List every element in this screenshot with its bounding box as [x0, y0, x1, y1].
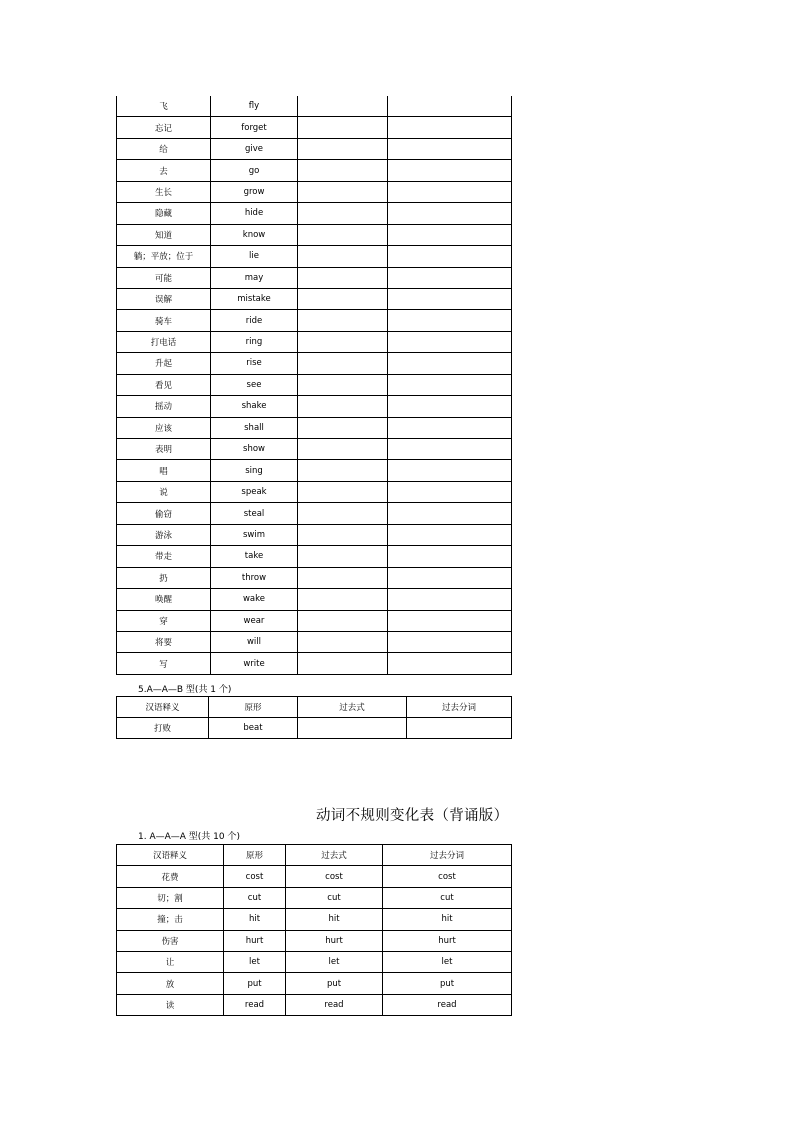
cell-base: show [211, 439, 298, 460]
cell-past-participle [388, 460, 512, 481]
cell-base: let [224, 951, 286, 972]
table-row [117, 567, 512, 588]
section-1-caption: 1. A—A—A 型(共 10 个) [138, 832, 240, 842]
cell-base: hide [211, 203, 298, 224]
cell-meaning: 偷窃 [117, 503, 211, 524]
table-row [117, 310, 512, 331]
cell-base: shall [211, 417, 298, 438]
table-row [117, 417, 512, 438]
table-row [117, 951, 512, 972]
header-meaning: 汉语释义 [117, 845, 224, 866]
cell-meaning: 知道 [117, 224, 211, 245]
cell-base: beat [209, 718, 298, 739]
header-base: 原形 [209, 697, 298, 718]
cell-base: take [211, 546, 298, 567]
table-row [117, 353, 512, 374]
verb-table-aaa [116, 844, 512, 1016]
header-meaning: 汉语释义 [117, 697, 209, 718]
cell-past-participle [388, 246, 512, 267]
cell-meaning: 忘记 [117, 117, 211, 138]
table-row [117, 96, 512, 117]
cell-past [298, 96, 388, 117]
document-title: 动词不规则变化表（背诵版） [316, 808, 509, 824]
cell-meaning: 升起 [117, 353, 211, 374]
cell-meaning: 穿 [117, 610, 211, 631]
cell-past [298, 439, 388, 460]
table-row [117, 460, 512, 481]
table-row [117, 653, 512, 674]
table-row [117, 866, 512, 887]
table-row [117, 267, 512, 288]
header-past-participle: 过去分词 [383, 845, 512, 866]
section-5-caption: 5.A—A—B 型(共 1 个) [138, 685, 232, 695]
cell-base: throw [211, 567, 298, 588]
cell-past [298, 331, 388, 352]
cell-past-participle: hurt [383, 930, 512, 951]
cell-past [298, 417, 388, 438]
header-base: 原形 [224, 845, 286, 866]
table-row [117, 288, 512, 309]
table-row [117, 246, 512, 267]
cell-past: let [286, 951, 383, 972]
cell-meaning: 放 [117, 973, 224, 994]
cell-past [298, 138, 388, 159]
cell-meaning: 带走 [117, 546, 211, 567]
cell-past-participle [388, 589, 512, 610]
cell-past [298, 653, 388, 674]
cell-base: rise [211, 353, 298, 374]
table-row [117, 503, 512, 524]
cell-base: know [211, 224, 298, 245]
cell-base: will [211, 631, 298, 652]
cell-base: swim [211, 524, 298, 545]
table-row [117, 396, 512, 417]
table-row [117, 589, 512, 610]
cell-past: hurt [286, 930, 383, 951]
cell-past-participle [388, 417, 512, 438]
cell-past [298, 117, 388, 138]
cell-past-participle [388, 224, 512, 245]
cell-base: go [211, 160, 298, 181]
cell-meaning: 让 [117, 951, 224, 972]
cell-meaning: 隐藏 [117, 203, 211, 224]
cell-meaning: 飞 [117, 96, 211, 117]
cell-past [298, 353, 388, 374]
table-header-row [117, 697, 512, 718]
cell-base: see [211, 374, 298, 395]
table-row [117, 718, 512, 739]
cell-base: grow [211, 181, 298, 202]
cell-meaning: 给 [117, 138, 211, 159]
table-row [117, 181, 512, 202]
cell-past [298, 310, 388, 331]
table-row [117, 994, 512, 1015]
cell-past-participle [388, 203, 512, 224]
cell-past-participle: put [383, 973, 512, 994]
cell-base: put [224, 973, 286, 994]
table-row [117, 631, 512, 652]
cell-base: hit [224, 909, 286, 930]
table-row [117, 546, 512, 567]
cell-meaning: 去 [117, 160, 211, 181]
cell-past [298, 481, 388, 502]
table-header-row [117, 845, 512, 866]
cell-past-participle: hit [383, 909, 512, 930]
cell-base: forget [211, 117, 298, 138]
cell-meaning: 躺；平放；位于 [117, 246, 211, 267]
cell-base: ring [211, 331, 298, 352]
table-row [117, 930, 512, 951]
cell-meaning: 花费 [117, 866, 224, 887]
cell-meaning: 应该 [117, 417, 211, 438]
cell-meaning: 切；割 [117, 887, 224, 908]
table-row [117, 224, 512, 245]
cell-past-participle: read [383, 994, 512, 1015]
cell-past: read [286, 994, 383, 1015]
cell-past [298, 374, 388, 395]
cell-base: may [211, 267, 298, 288]
cell-past [298, 546, 388, 567]
cell-past-participle [388, 288, 512, 309]
cell-meaning: 看见 [117, 374, 211, 395]
cell-past-participle [388, 138, 512, 159]
cell-base: cut [224, 887, 286, 908]
cell-meaning: 将要 [117, 631, 211, 652]
cell-base: shake [211, 396, 298, 417]
cell-past-participle [388, 374, 512, 395]
cell-past-participle [388, 653, 512, 674]
cell-base: steal [211, 503, 298, 524]
table-row [117, 160, 512, 181]
cell-past [298, 246, 388, 267]
cell-past-participle [388, 631, 512, 652]
cell-past [298, 203, 388, 224]
cell-past: hit [286, 909, 383, 930]
cell-base: ride [211, 310, 298, 331]
table-row [117, 117, 512, 138]
cell-meaning: 说 [117, 481, 211, 502]
cell-past-participle [388, 610, 512, 631]
cell-meaning: 打电话 [117, 331, 211, 352]
cell-base: fly [211, 96, 298, 117]
cell-base: wake [211, 589, 298, 610]
cell-past-participle [388, 117, 512, 138]
cell-meaning: 摇动 [117, 396, 211, 417]
cell-past-participle [388, 524, 512, 545]
cell-past [298, 396, 388, 417]
header-past: 过去式 [298, 697, 407, 718]
cell-past [298, 181, 388, 202]
cell-meaning: 读 [117, 994, 224, 1015]
table-row [117, 524, 512, 545]
cell-past-participle [388, 503, 512, 524]
cell-meaning: 写 [117, 653, 211, 674]
cell-past-participle [388, 353, 512, 374]
table-row [117, 138, 512, 159]
cell-past [298, 288, 388, 309]
cell-past-participle: let [383, 951, 512, 972]
cell-past [298, 224, 388, 245]
cell-meaning: 游泳 [117, 524, 211, 545]
cell-past: cut [286, 887, 383, 908]
table-row [117, 439, 512, 460]
cell-base: write [211, 653, 298, 674]
cell-meaning: 唱 [117, 460, 211, 481]
cell-past [298, 160, 388, 181]
cell-base: cost [224, 866, 286, 887]
cell-past [298, 524, 388, 545]
table-row [117, 374, 512, 395]
cell-meaning: 误解 [117, 288, 211, 309]
cell-past-participle [388, 310, 512, 331]
cell-base: hurt [224, 930, 286, 951]
cell-past-participle [388, 181, 512, 202]
cell-past-participle [388, 567, 512, 588]
cell-meaning: 打败 [117, 718, 209, 739]
cell-meaning: 可能 [117, 267, 211, 288]
cell-meaning: 生长 [117, 181, 211, 202]
cell-meaning: 唤醒 [117, 589, 211, 610]
cell-past-participle: cost [383, 866, 512, 887]
cell-meaning: 扔 [117, 567, 211, 588]
cell-base: lie [211, 246, 298, 267]
table-row [117, 481, 512, 502]
cell-meaning: 骑车 [117, 310, 211, 331]
cell-meaning: 伤害 [117, 930, 224, 951]
cell-past-participle [388, 546, 512, 567]
cell-past-participle [407, 718, 512, 739]
cell-past [298, 631, 388, 652]
table-row [117, 331, 512, 352]
verb-table-continued [116, 96, 512, 675]
cell-past [298, 610, 388, 631]
table-row [117, 909, 512, 930]
cell-past-participle [388, 267, 512, 288]
cell-past [298, 718, 407, 739]
cell-past-participle [388, 396, 512, 417]
table-row [117, 610, 512, 631]
cell-past: put [286, 973, 383, 994]
cell-past [298, 460, 388, 481]
table-row [117, 887, 512, 908]
cell-base: wear [211, 610, 298, 631]
cell-past [298, 503, 388, 524]
cell-base: speak [211, 481, 298, 502]
cell-meaning: 表明 [117, 439, 211, 460]
cell-past-participle [388, 96, 512, 117]
cell-past-participle [388, 160, 512, 181]
cell-past [298, 567, 388, 588]
header-past-participle: 过去分词 [407, 697, 512, 718]
cell-past: cost [286, 866, 383, 887]
cell-meaning: 撞；击 [117, 909, 224, 930]
cell-past-participle [388, 331, 512, 352]
cell-past [298, 267, 388, 288]
cell-past-participle: cut [383, 887, 512, 908]
verb-table-aab [116, 696, 512, 739]
cell-base: mistake [211, 288, 298, 309]
header-past: 过去式 [286, 845, 383, 866]
cell-base: sing [211, 460, 298, 481]
table-row [117, 973, 512, 994]
cell-past [298, 589, 388, 610]
table-row [117, 203, 512, 224]
cell-base: give [211, 138, 298, 159]
cell-past-participle [388, 481, 512, 502]
cell-past-participle [388, 439, 512, 460]
cell-base: read [224, 994, 286, 1015]
